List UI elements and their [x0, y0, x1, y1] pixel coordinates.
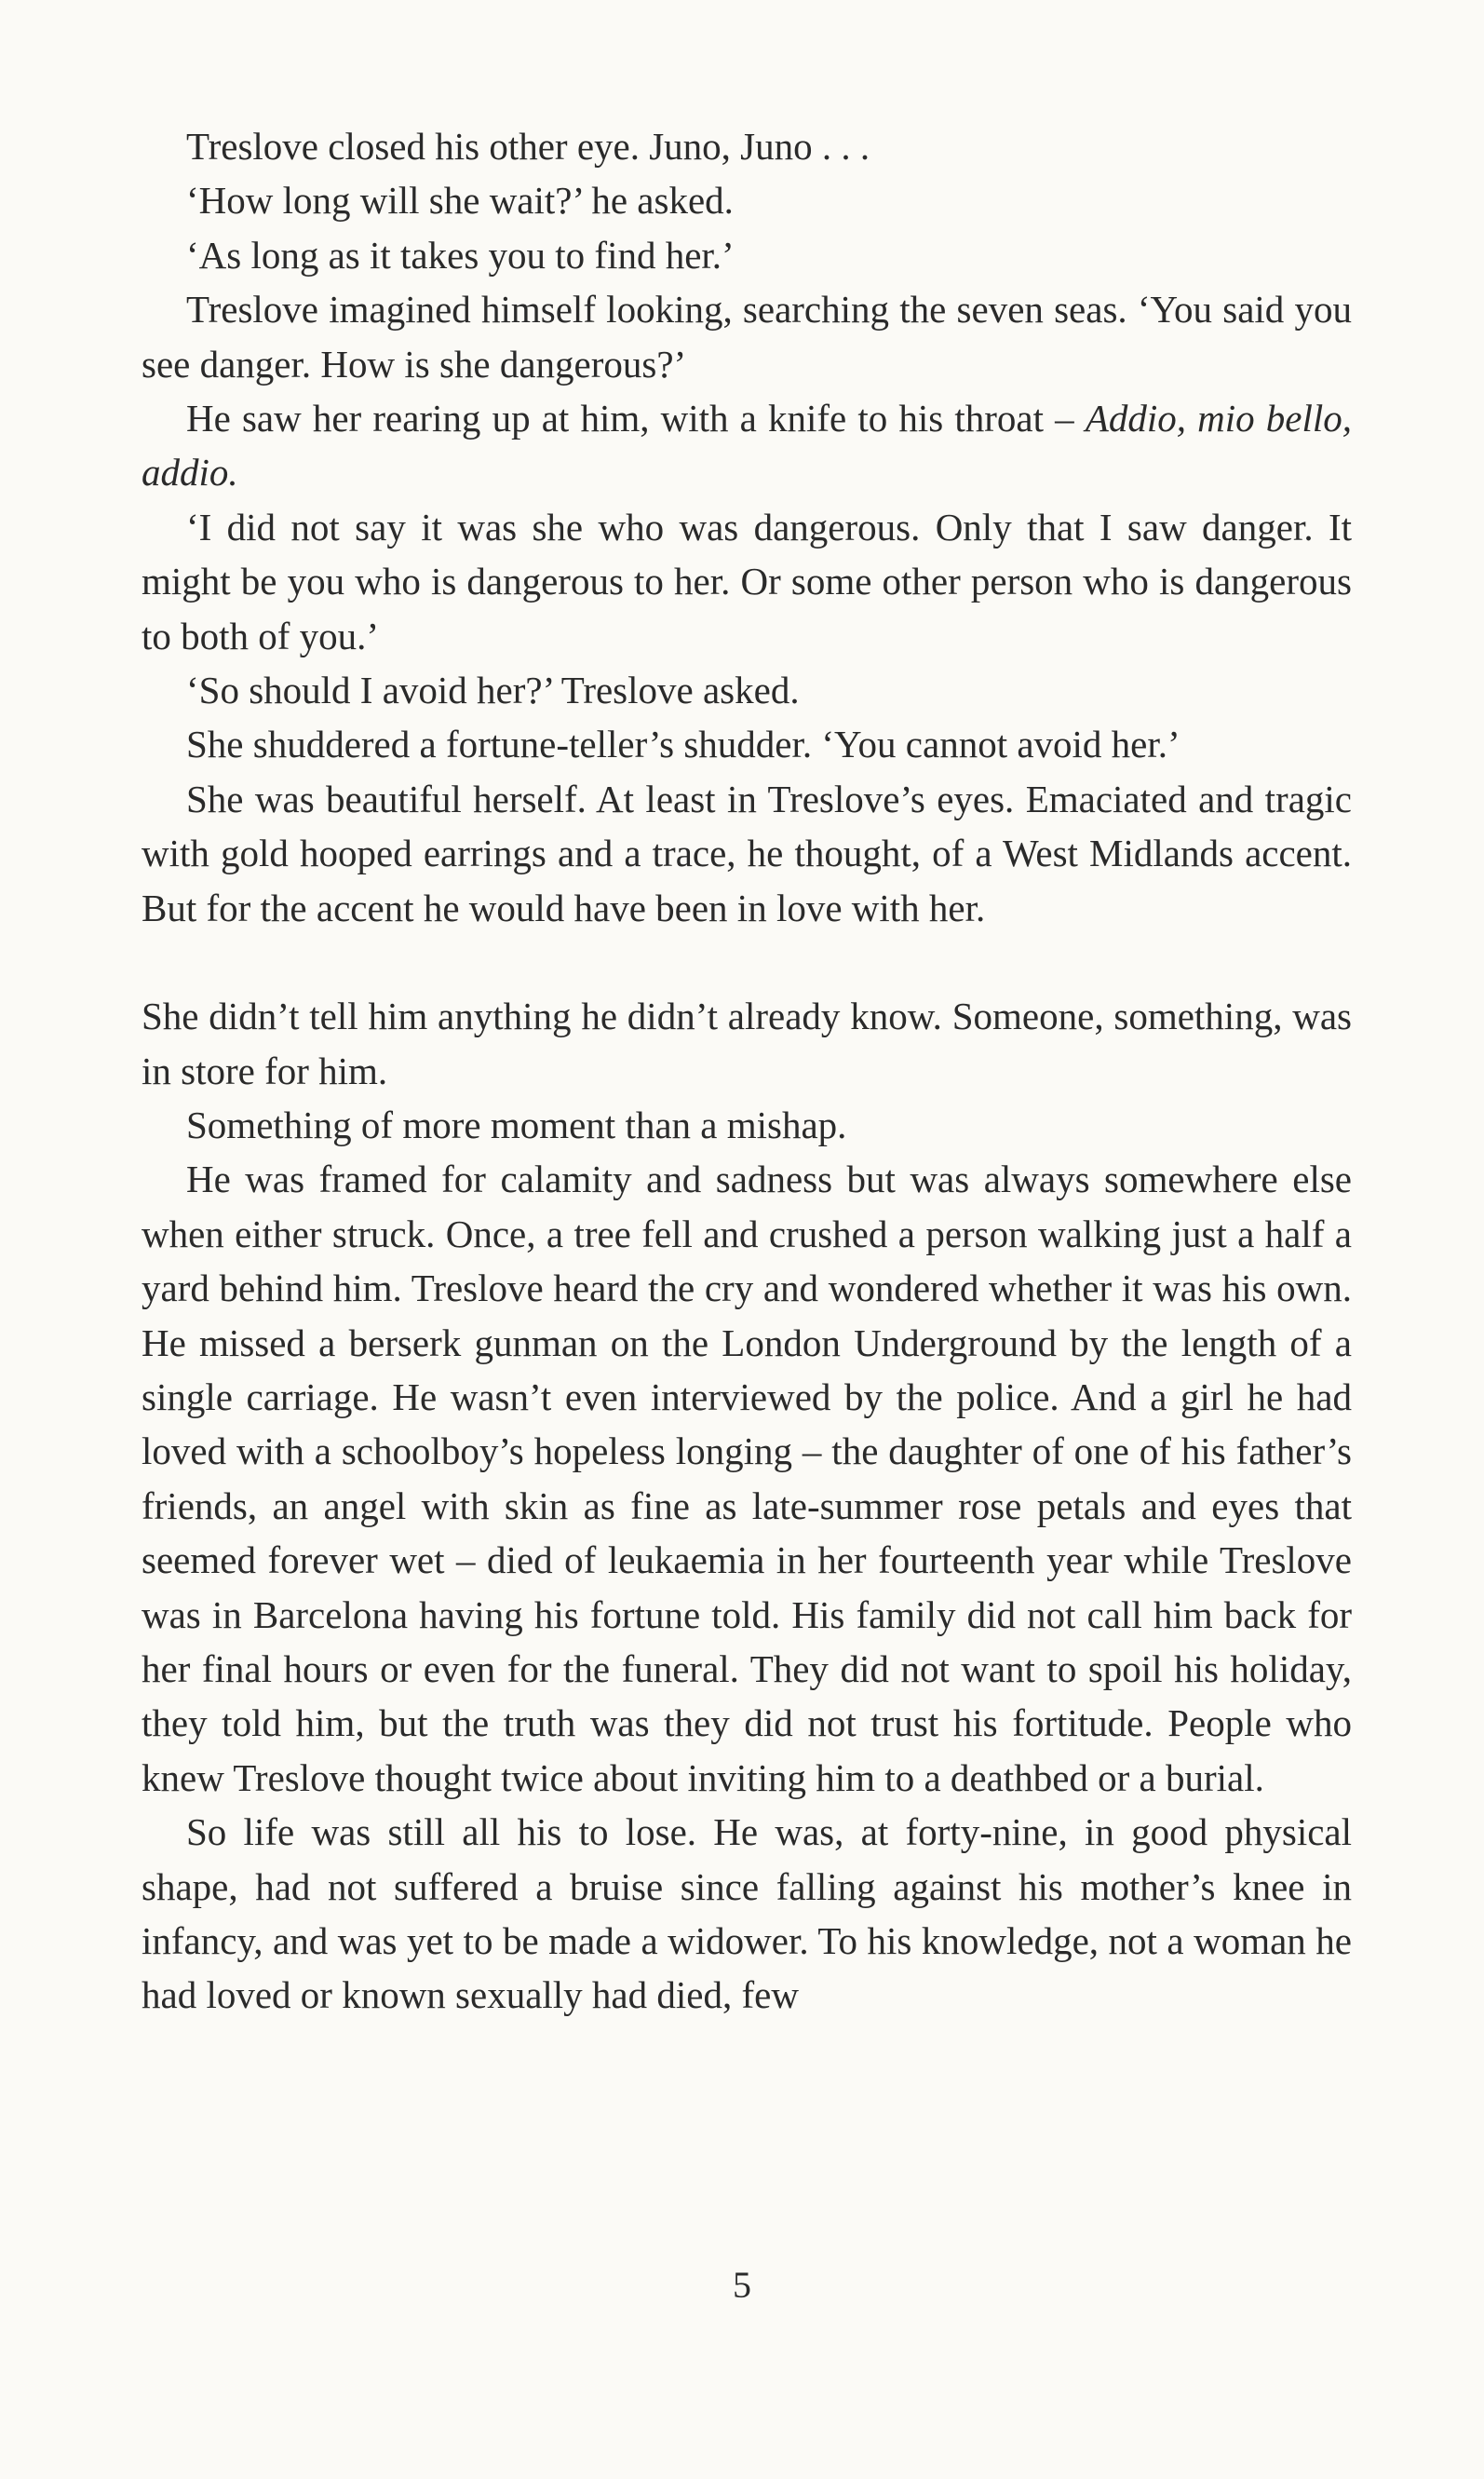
italic-phrase: Addio, mio bello, addio.: [142, 397, 1352, 494]
body-text: [142, 119, 1352, 2023]
paragraph-text: She shuddered a fortune-teller’s shudder. ‘You cannot avoid her.’: [186, 723, 1180, 766]
paragraph-12: [142, 1152, 1352, 1805]
paragraph-text: Treslove closed his other eye. Juno, Juno . . .: [186, 125, 870, 168]
paragraph-text: So life was still all his to lose. He was, at forty-nine, in good physical shape, had not suffered a bruise since falling against his mother’s knee in infancy, and was yet to be made a widower. To his knowledge, not a woman he had loved or known sexually had died, few: [142, 1810, 1352, 2017]
paragraph-1: [142, 119, 1352, 173]
paragraph-10: [142, 989, 1352, 1098]
paragraph-text: She was beautiful herself. At least in Treslove’s eyes. Emaciated and tragic with gold hooped earrings and a trace, he thought, of a West Midlands accent. But for the accent he would have been in love with her.: [142, 777, 1352, 929]
paragraph-text: ‘As long as it takes you to find her.’: [186, 233, 735, 277]
paragraph-13: [142, 1805, 1352, 2023]
paragraph-9: [142, 772, 1352, 935]
paragraph-2: [142, 173, 1352, 227]
paragraph-5: [142, 391, 1352, 500]
paragraph-text: Treslove imagined himself looking, searching the seven seas. ‘You said you see danger. How is she dangerous?’: [142, 288, 1352, 386]
paragraph-4: [142, 282, 1352, 391]
paragraph-8: [142, 717, 1352, 771]
paragraph-3: [142, 228, 1352, 282]
section-break: [142, 935, 1352, 989]
paragraph-11: [142, 1098, 1352, 1152]
paragraph-7: [142, 663, 1352, 717]
paragraph-text: ‘How long will she wait?’ he asked.: [186, 179, 734, 223]
paragraph-text: He was framed for calamity and sadness but was always somewhere else when either struck. Once, a tree fell and crushed a person walking just a half a yard behind him. Treslove heard the cry and wondered whether it was his own. He missed a berserk gunman on the London Underground by the length of a single carriage. He wasn’t even interviewed by the police. And a girl he had loved with a schoolboy’s hopeless longing – the daughter of one of his father’s friends, an angel with skin as fine as late-summer rose petals and eyes that seemed forever wet – died of leukaemia in her fourteenth year while Treslove was in Barcelona having his fortune told. His family did not call him back for her final hours or even for the funeral. They did not want to spoil his holiday, they told him, but the truth was they did not trust his fortitude. People who knew Treslove thought twice about inviting him to a deathbed or a burial.: [142, 1158, 1352, 1799]
page-number: 5: [733, 2264, 751, 2306]
paragraph-text: ‘So should I avoid her?’ Treslove asked.: [186, 669, 800, 712]
paragraph-6: [142, 500, 1352, 663]
paragraph-text: ‘I did not say it was she who was dangerous. Only that I saw danger. It might be you who is dangerous to her. Or some other person who is dangerous to both of you.’: [142, 505, 1352, 657]
paragraph-text: Something of more moment than a mishap.: [186, 1103, 847, 1146]
paragraph-text: He saw her rearing up at him, with a knife to his throat –: [186, 397, 1086, 440]
paragraph-text: She didn’t tell him anything he didn’t already know. Someone, something, was in store for him.: [142, 995, 1352, 1092]
